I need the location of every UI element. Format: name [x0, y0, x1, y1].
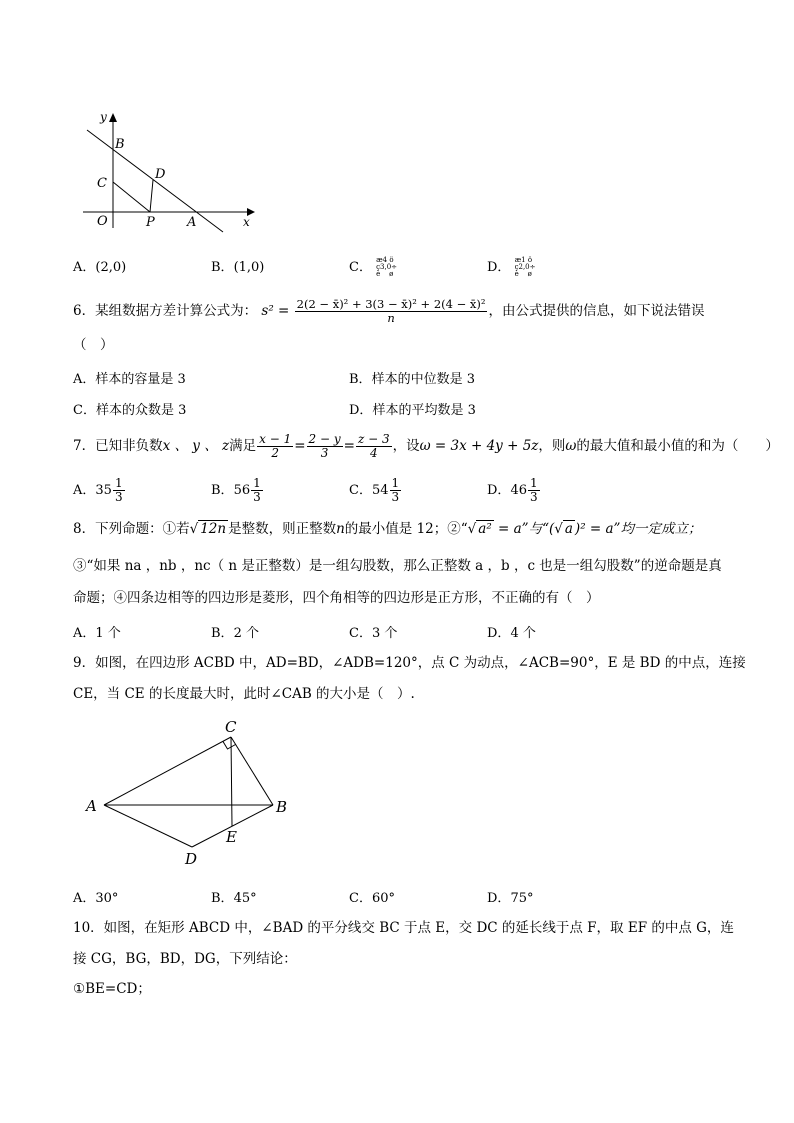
q6-option-b[interactable]: B．样本的中位数是 3 — [349, 372, 475, 387]
q9-option-b[interactable]: B．45° — [211, 891, 257, 906]
right-angle-mark — [223, 742, 236, 750]
q8-option-d[interactable]: D．4 个 — [487, 626, 536, 641]
q6-option-d[interactable]: D．样本的平均数是 3 — [349, 403, 476, 418]
q5-option-c[interactable]: C． æ4 ö ç3,0÷ è ø — [349, 256, 398, 278]
segment-cp — [113, 182, 150, 212]
q9-option-d[interactable]: D．75° — [487, 891, 534, 906]
label-d: D — [185, 850, 198, 868]
q5-option-b[interactable]: B．(1,0) — [211, 260, 265, 275]
q6-option-a[interactable]: A．样本的容量是 3 — [73, 372, 186, 387]
label-b: B — [276, 798, 288, 816]
label-x: x — [243, 215, 250, 229]
q7-option-a[interactable]: A．35 $\frac{1}{3}$ — [73, 476, 123, 504]
label-a: A — [187, 215, 197, 230]
label-e: E — [226, 828, 237, 846]
q9-option-a[interactable]: A．30° — [73, 891, 119, 906]
q8-line-3: 命题；④四条边相等的四边形是菱形，四个角相等的四边形是正方形，不正确的有（ ） — [73, 590, 600, 606]
segment-pd — [150, 180, 153, 212]
q7-option-b[interactable]: B．56 $\frac{1}{3}$ — [211, 476, 261, 504]
label-c: C — [97, 176, 107, 191]
q7-option-c[interactable]: C．54 $\frac{1}{3}$ — [349, 476, 400, 504]
segment-ad — [104, 805, 192, 847]
q9-line-1: 9．如图，在四边形 ACBD 中，AD=BD，∠ADB=120°，点 C 为动点，∠ACB=90°，E 是 BD 的中点，连接 — [73, 655, 746, 671]
label-o: O — [97, 214, 108, 229]
q6-stem: 6．某组数据方差计算公式为： s² = $\frac{\text{2(2 − x̄)² + 3(3 − x̄)² + 2(4 − x̄)²}}{n}$ ，由公式提供的信息，如下说法错误 — [73, 297, 705, 325]
label-y: y — [100, 110, 107, 124]
label-c: C — [225, 718, 237, 736]
label-b: B — [115, 137, 125, 152]
q7-option-d[interactable]: D．46 $\frac{1}{3}$ — [487, 476, 538, 504]
label-a: A — [86, 797, 97, 815]
q9-option-c[interactable]: C．60° — [349, 891, 395, 906]
segment-ac — [104, 737, 231, 805]
q10-line-2: 接 CG，BG，BD，DG，下列结论： — [73, 951, 297, 967]
q5-option-d[interactable]: D． æ1 ö ç2,0÷ è ø — [487, 256, 536, 278]
q8-option-c[interactable]: C．3 个 — [349, 626, 398, 641]
q8-line-2: ③“如果 na ，nb ，nc（ n 是正整数）是一组勾股数，那么正整数 a ，b ，c 也是一组勾股数”的逆命题是真 — [73, 558, 722, 574]
label-d: D — [155, 167, 166, 182]
label-p: P — [146, 215, 155, 230]
q7-stem: 7．已知非负数x 、 y 、 z满足 $\frac{x - 1}{2}$ = $\frac{2 - y}{3}$ = $\frac{z - 3}{4}$ ，设ω = 3x + 4y + 5z，则ω的最大值和最小值的和为（ ） — [73, 432, 779, 460]
q6-paren: （ ） — [73, 337, 114, 353]
q10-line-1: 10．如图，在矩形 ABCD 中，∠BAD 的平分线交 BC 于点 E，交 DC 的延长线于点 F，取 EF 的中点 G，连 — [73, 920, 734, 936]
q5-option-a[interactable]: A．(2,0) — [73, 260, 127, 275]
q8-option-b[interactable]: B．2 个 — [211, 626, 259, 641]
segment-ce — [231, 737, 232, 826]
q8-option-a[interactable]: A．1 个 — [73, 626, 121, 641]
q9-quadrilateral-figure — [80, 712, 300, 872]
q5-coordinate-figure — [75, 108, 260, 233]
segment-cb — [231, 737, 273, 805]
y-axis-arrow — [109, 113, 117, 122]
q8-line-1: 8．下列命题：①若√ 12n 是整数，则正整数n的最小值是 12；②“√ a² = a”与“(√ a )² = a”均一定成立； — [73, 521, 702, 537]
q10-line-3: ①BE=CD； — [73, 981, 151, 997]
q9-line-2: CE，当 CE 的长度最大时，此时∠CAB 的大小是（ ）. — [73, 686, 415, 702]
q6-option-c[interactable]: C．样本的众数是 3 — [73, 403, 187, 418]
